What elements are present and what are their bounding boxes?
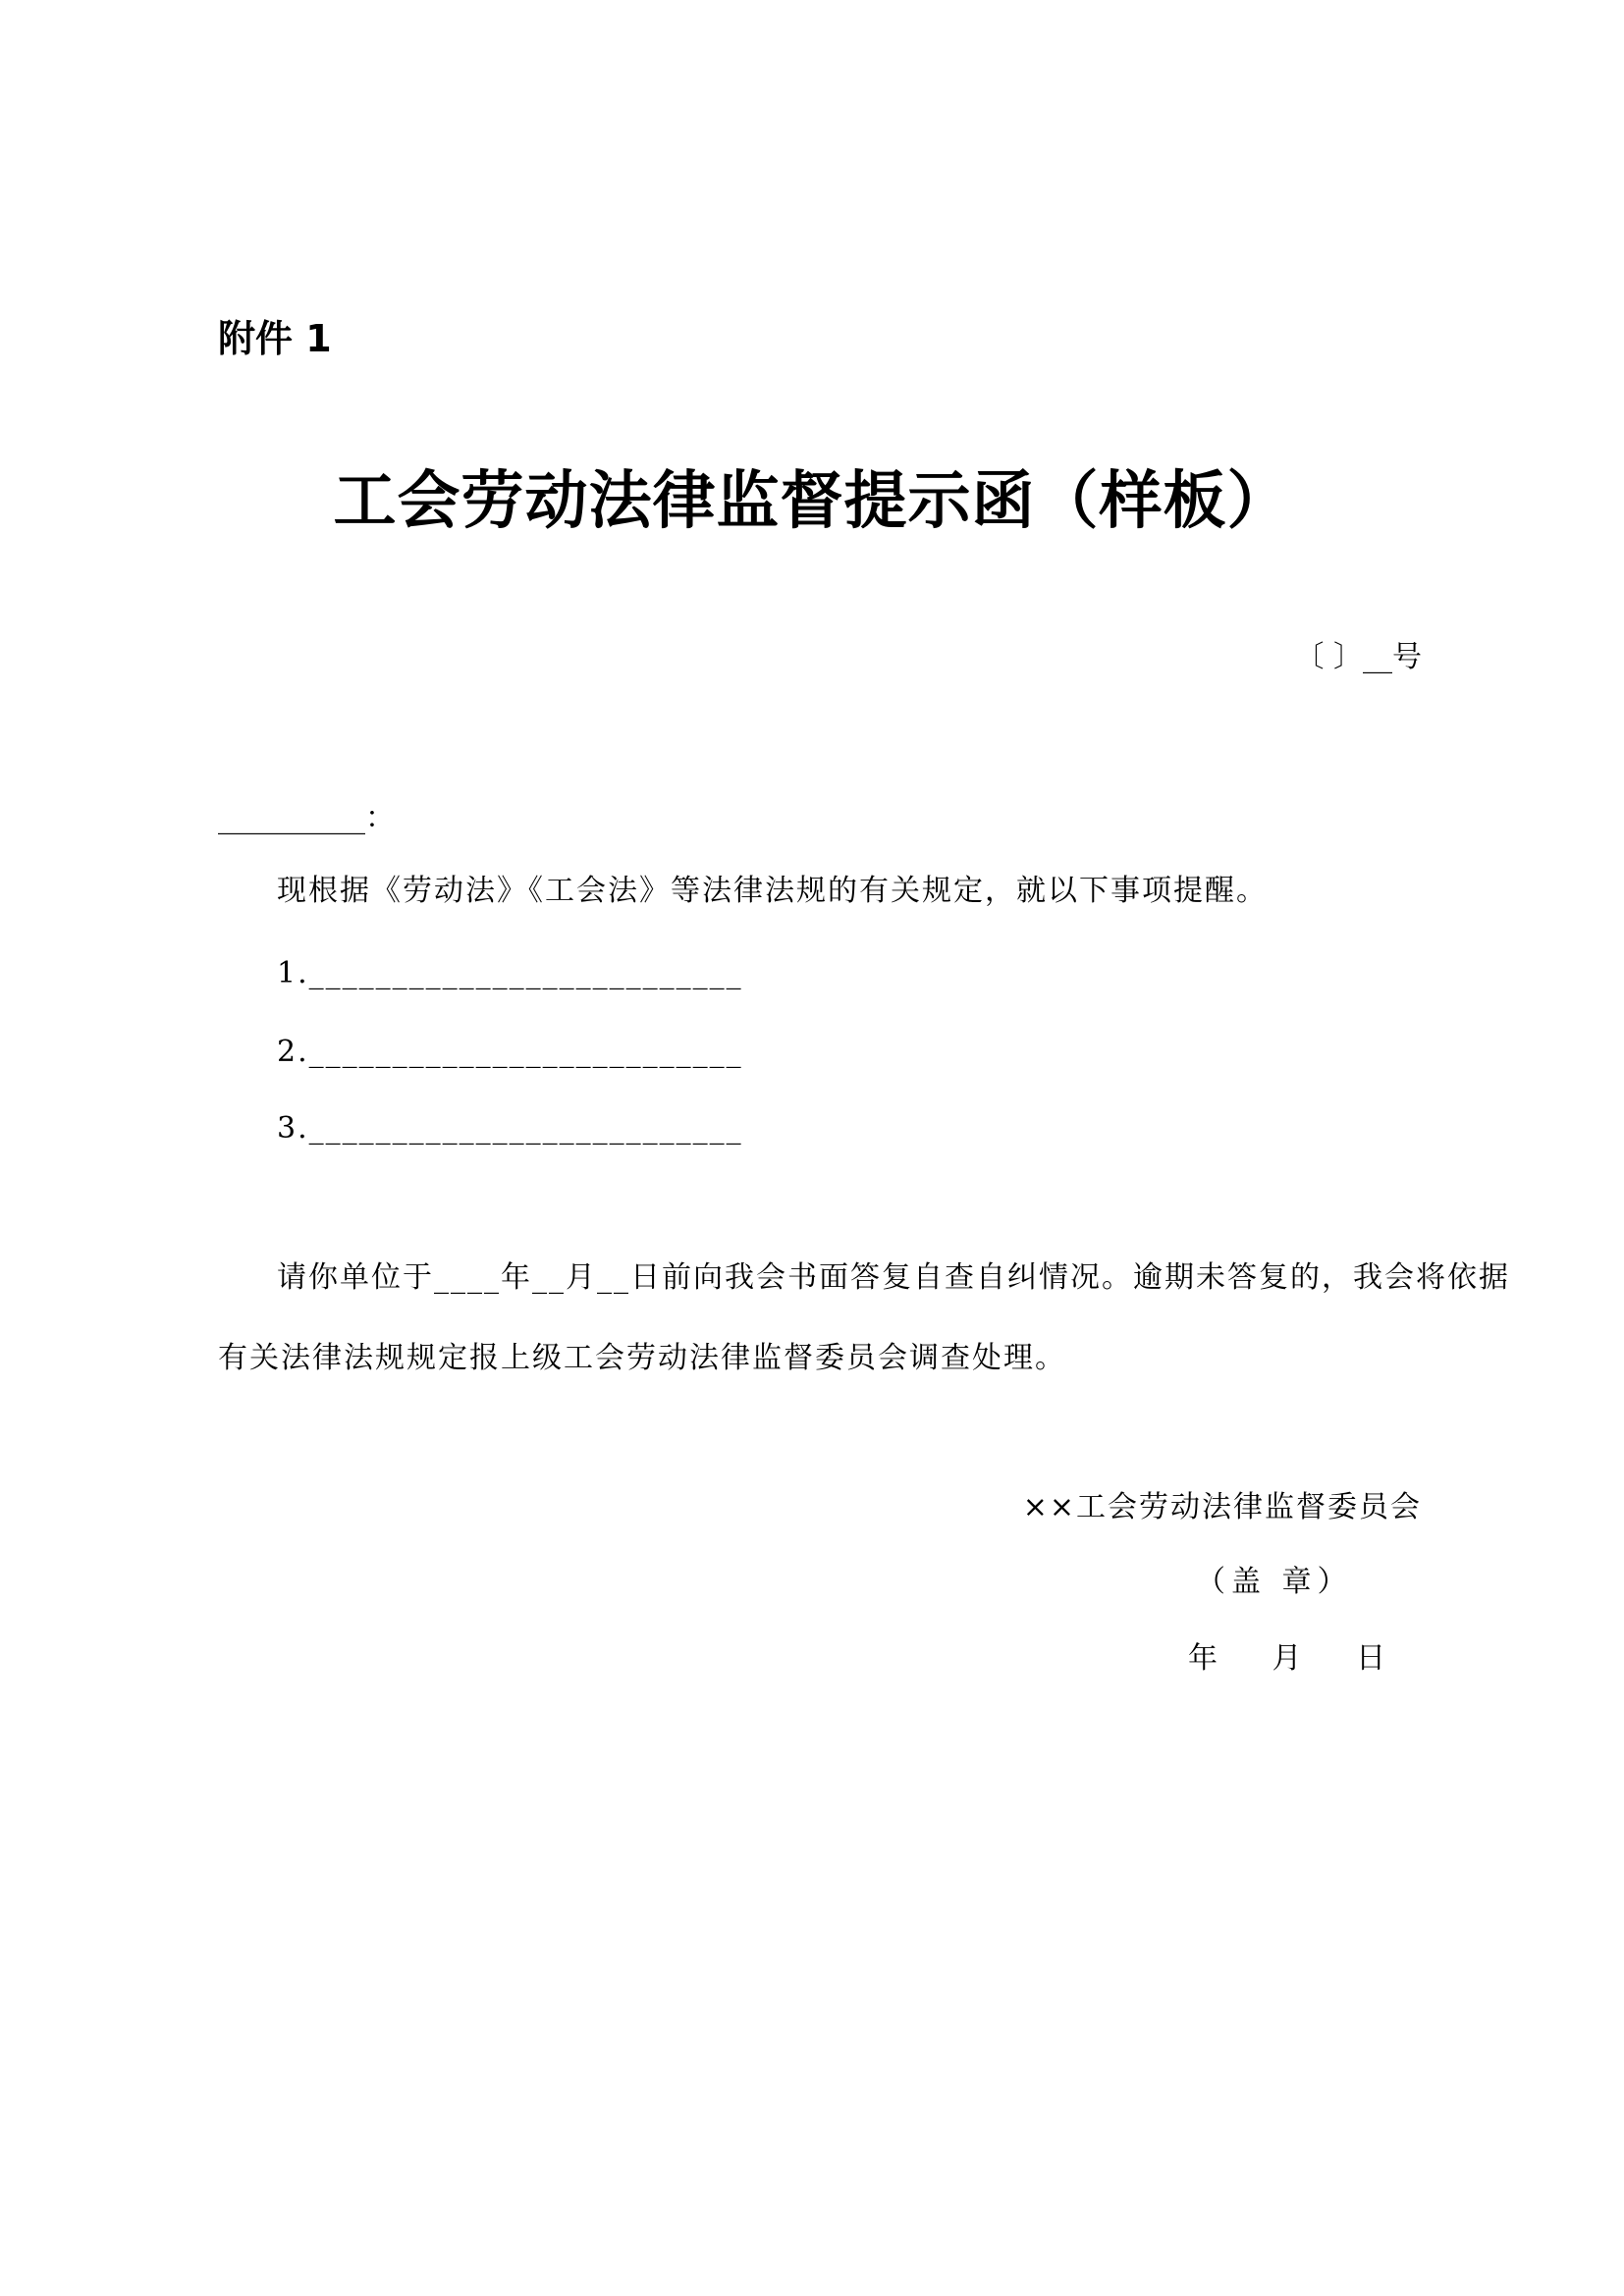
- list-item: 2.__________________________: [277, 1035, 743, 1069]
- signature-date: 年 月 日: [1188, 1641, 1394, 1676]
- attachment-label: 附件 1: [218, 317, 332, 360]
- intro-paragraph: 现根据《劳动法》《工会法》等法律法规的有关规定，就以下事项提醒。: [277, 874, 1268, 908]
- reply-deadline-line-2: 有关法律法规规定报上级工会劳动法律监督委员会调查处理。: [218, 1341, 1066, 1375]
- reply-deadline-line-1: 请你单位于____年__月__日前向我会书面答复自查自纠情况。逾期未答复的，我会将依据: [277, 1260, 1510, 1295]
- document-title: 工会劳动法律监督提示函（样板）: [333, 464, 1291, 538]
- seal-placeholder: （盖 章）: [1196, 1565, 1353, 1599]
- list-item: 1.__________________________: [277, 956, 743, 990]
- list-item: 3.__________________________: [277, 1111, 743, 1146]
- signing-organization: ××工会劳动法律监督委员会: [1022, 1490, 1422, 1524]
- document-number: 〔 〕__号: [1294, 640, 1422, 674]
- recipient-salutation: __________：: [218, 801, 395, 835]
